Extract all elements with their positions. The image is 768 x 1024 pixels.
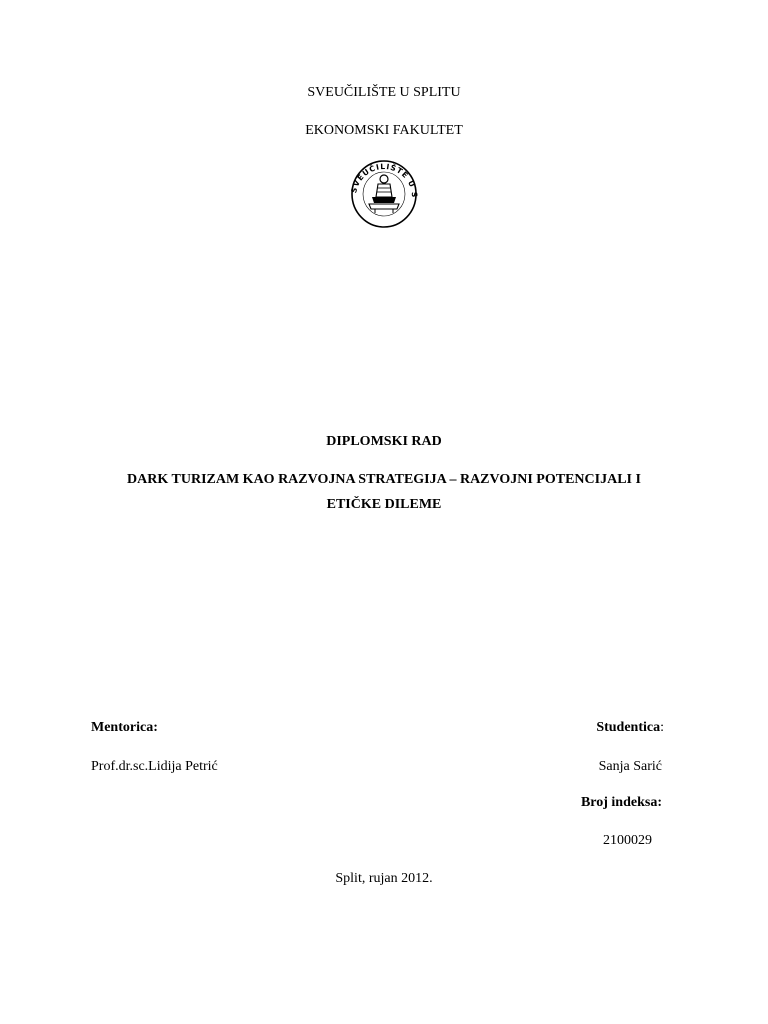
student-label-colon: : <box>660 720 664 735</box>
mentor-label: Mentorica: <box>91 720 158 735</box>
thesis-title-line-1: DARK TURIZAM KAO RAZVOJNA STRATEGIJA – RAZVOJNI POTENCIJALI I <box>127 472 641 487</box>
mentor-name: Prof.dr.sc.Lidija Petrić <box>91 759 218 774</box>
place-and-date: Split, rujan 2012. <box>335 871 433 886</box>
student-label-text: Studentica <box>596 720 661 735</box>
svg-text:SVEUČILIŠTE U SPLITU: SVEUČILIŠTE U S <box>349 161 420 199</box>
university-name: SVEUČILIŠTE U SPLITU <box>307 85 461 100</box>
index-number-label: Broj indeksa: <box>580 795 662 810</box>
faculty-name: EKONOMSKI FAKULTET <box>305 123 463 138</box>
index-number-value: 2100029 <box>603 833 652 848</box>
university-seal-logo <box>345 157 423 229</box>
student-label <box>596 720 664 736</box>
thesis-type-heading: DIPLOMSKI RAD <box>326 434 442 449</box>
thesis-title-line-2: ETIČKE DILEME <box>326 497 442 512</box>
student-name: Sanja Sarić <box>598 759 662 774</box>
